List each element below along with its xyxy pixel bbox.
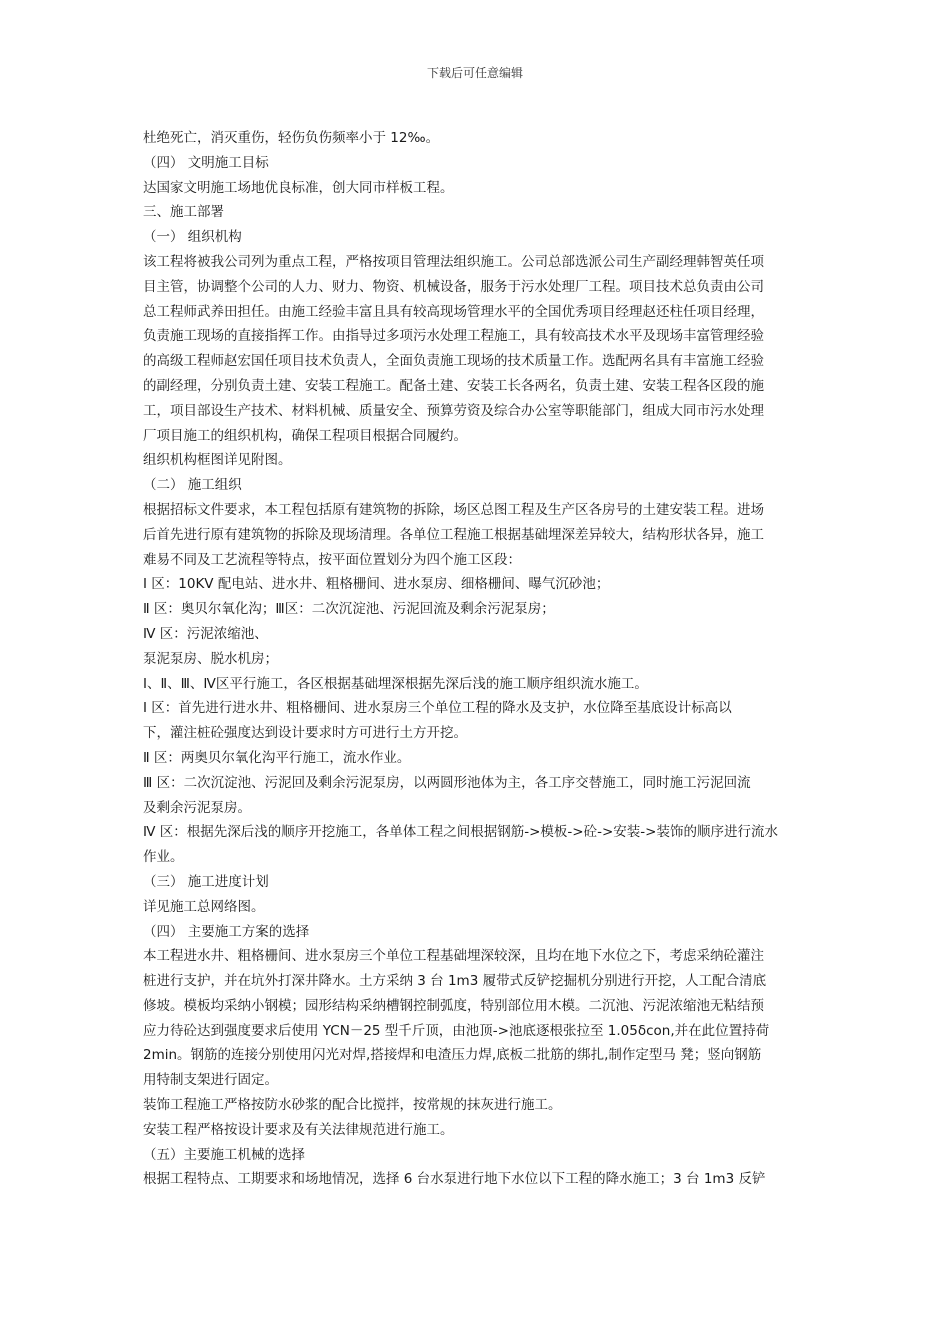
- text-line: 装饰工程施工严格按防水砂浆的配合比搅拌，按常规的抹灰进行施工。: [143, 1097, 562, 1114]
- page-header: 下载后可任意编辑: [426, 66, 523, 80]
- text-line: （四） 文明施工目标: [143, 154, 269, 171]
- text-line: 桩进行支护，并在坑外打深井降水。土方采纳 3 台 1m3 履带式反铲挖掘机分别进行开挖，人工配合清底: [143, 973, 767, 990]
- text-line: Ⅳ 区：污泥浓缩池、: [143, 625, 268, 642]
- text-line: 用特制支架进行固定。: [143, 1072, 278, 1089]
- text-line: 本工程进水井、粗格栅间、进水泵房三个单位工程基础埋深较深，且均在地下水位之下，考虑采纳砼灌注: [143, 948, 764, 965]
- text-line: 工，项目部设生产技术、材料机械、质量安全、预算劳资及综合办公室等职能部门，组成大同市污水处理: [143, 402, 764, 419]
- text-line: （四） 主要施工方案的选择: [143, 923, 310, 940]
- text-line: 应力待砼达到强度要求后使用 YCN－25 型千斤顶，由池顶->池底逐根张拉至 1.05δcon,并在此位置持荷: [143, 1022, 770, 1039]
- text-line: （三） 施工进度计划: [143, 873, 269, 890]
- text-line: 组织机构框图详见附图。: [143, 452, 292, 469]
- text-line: 根据招标文件要求，本工程包括原有建筑物的拆除，场区总图工程及生产区各房号的土建安装工程。进场: [143, 501, 764, 518]
- text-line: （一） 组织机构: [143, 229, 242, 246]
- text-line: 三、施工部署: [143, 204, 224, 221]
- text-line: 达国家文明施工场地优良标准，创大同市样板工程。: [143, 179, 454, 196]
- text-line: （五）主要施工机械的选择: [143, 1146, 305, 1163]
- text-line: 及剩余污泥泵房。: [143, 799, 251, 816]
- text-line: 难易不同及工艺流程等特点，按平面位置划分为四个施工区段：: [143, 551, 521, 568]
- text-line: Ⅱ 区：两奥贝尔氧化沟平行施工，流水作业。: [143, 749, 411, 766]
- text-line: 根据工程特点、工期要求和场地情况，选择 6 台水泵进行地下水位以下工程的降水施工；3 台 1m3 反铲: [143, 1171, 766, 1188]
- text-line: （二） 施工组织: [143, 477, 242, 494]
- text-line: 安装工程严格按设计要求及有关法律规范进行施工。: [143, 1121, 454, 1138]
- document-body: [143, 126, 813, 1192]
- text-line: 的副经理，分别负责土建、安装工程施工。配备土建、安装工长各两名，负责土建、安装工程各区段的施: [143, 377, 764, 394]
- text-line: 修坡。模板均采纳小钢模；园形结构采纳槽钢控制弧度，特别部位用木模。二沉池、污泥浓缩池无粘结预: [143, 997, 764, 1014]
- text-line: 作业。: [143, 849, 184, 866]
- text-line: 的高级工程师赵宏国任项目技术负责人，全面负责施工现场的技术质量工作。选配两名具有丰富施工经验: [143, 353, 764, 370]
- text-line: 厂项目施工的组织机构，确保工程项目根据合同履约。: [143, 427, 467, 444]
- text-line: 总工程师武养田担任。由施工经验丰富且具有较高现场管理水平的全国优秀项目经理赵还柱任项目经理，: [143, 303, 764, 320]
- text-line: Ⅰ 区：10KV 配电站、进水井、粗格栅间、进水泵房、细格栅间、曝气沉砂池；: [143, 576, 610, 593]
- text-line: Ⅰ 区：首先进行进水井、粗格栅间、进水泵房三个单位工程的降水及支护，水位降至基底设计标高以: [143, 700, 732, 717]
- text-line: 详见施工总网络图。: [143, 898, 265, 915]
- text-line: Ⅰ、Ⅱ、Ⅲ、Ⅳ区平行施工，各区根据基础埋深根据先深后浅的施工顺序组织流水施工。: [143, 675, 648, 692]
- text-line: Ⅱ 区：奥贝尔氧化沟；Ⅲ区：二次沉淀池、污泥回流及剩余污泥泵房；: [143, 601, 555, 618]
- text-line: Ⅳ 区：根据先深后浅的顺序开挖施工，各单体工程之间根据钢筋->模板->砼->安装->装饰的顺序进行流水: [143, 824, 778, 841]
- text-line: 该工程将被我公司列为重点工程，严格按项目管理法组织施工。公司总部选派公司生产副经理韩智英任项: [143, 253, 764, 270]
- text-line: 负责施工现场的直接指挥工作。由指导过多项污水处理工程施工，具有较高技术水平及现场丰富管理经验: [143, 328, 764, 345]
- text-line: Ⅲ 区：二次沉淀池、污泥回及剩余污泥泵房，以两圆形池体为主，各工序交替施工，同时施工污泥回流: [143, 774, 751, 791]
- text-line: 下，灌注桩砼强度达到设计要求时方可进行土方开挖。: [143, 725, 467, 742]
- text-line: 泵泥泵房、脱水机房；: [143, 650, 278, 667]
- text-line: 杜绝死亡，消灭重伤，轻伤负伤频率小于 12‰。: [143, 130, 440, 146]
- text-line: 目主管，协调整个公司的人力、财力、物资、机械设备，服务于污水处理厂工程。项目技术总负责由公司: [143, 278, 764, 295]
- text-line: 后首先进行原有建筑物的拆除及现场清理。各单位工程施工根据基础埋深差异较大，结构形状各异，施工: [143, 526, 764, 543]
- text-line: 2min。钢筋的连接分别使用闪光对焊,搭接焊和电渣压力焊,底板二批筋的绑扎,制作定型马 凳；竖向钢筋: [143, 1047, 762, 1064]
